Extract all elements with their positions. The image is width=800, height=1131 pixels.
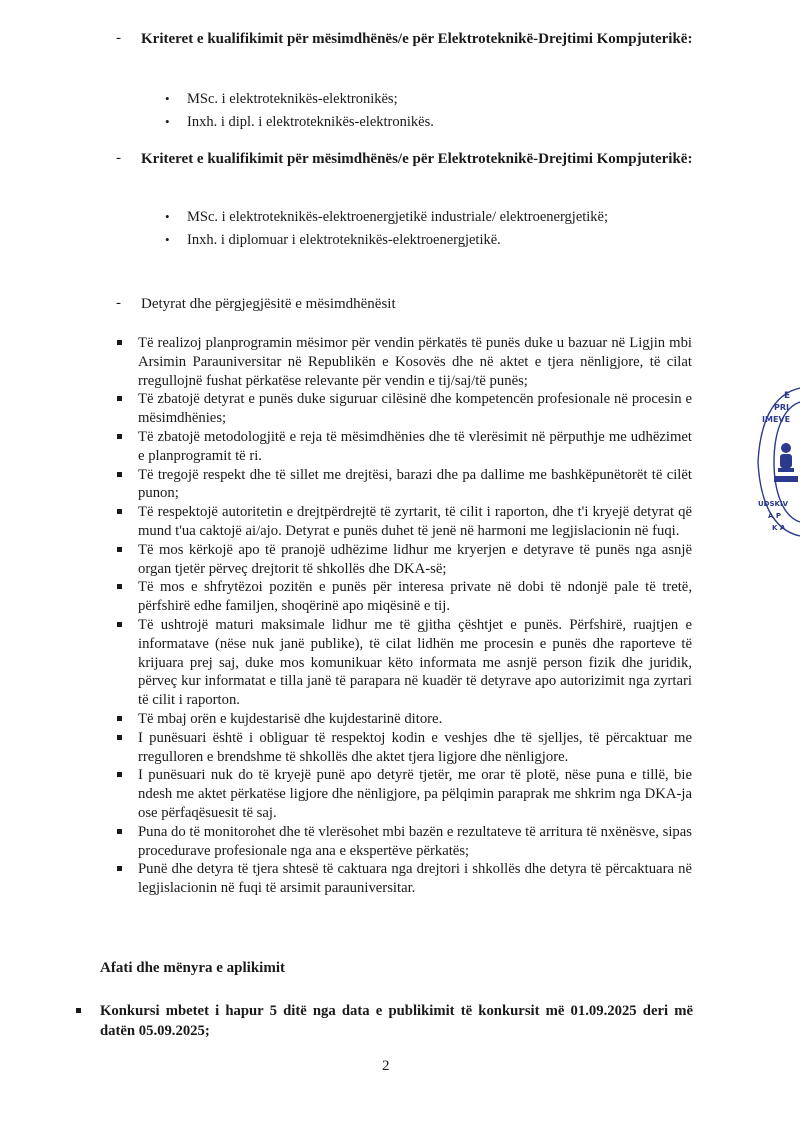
list-item: Të zbatojë detyrat e punës duke siguruar cilësinë dhe kompetencën profesionale në procesin e mësimdhënies;	[116, 390, 692, 428]
duties-title: Detyrat dhe përgjegjësitë e mësimdhënësit	[141, 296, 396, 312]
duties-section-header	[116, 295, 696, 313]
square-bullet-icon	[117, 772, 122, 777]
bullet-icon: •	[165, 91, 170, 106]
square-bullet-icon	[117, 396, 122, 401]
criteria-section-2	[116, 150, 696, 168]
list-item: Të respektojë autoritetin e drejtpërdrejtë të zyrtarit, të cilit i raporton, dhe t'i kryejë detyrat që mund t'ua caktojë ai/ajo. Detyrat e punës duhet të jenë në harmoni me legjislacionin në fuqi.	[116, 503, 692, 541]
application-deadline-text: Konkursi mbetet i hapur 5 ditë nga data e publikimit të konkursit më 01.09.2025 deri më datën 05.09.2025;	[100, 1003, 693, 1039]
svg-text:K A: K A	[772, 524, 786, 532]
square-bullet-icon	[117, 547, 122, 552]
list-item: • Inxh. i dipl. i elektroteknikës-elektronikës.	[165, 114, 434, 130]
square-bullet-icon	[117, 622, 122, 627]
list-item: • Inxh. i diplomuar i elektroteknikës-elektroenergjetikë.	[165, 232, 501, 248]
square-bullet-icon	[117, 829, 122, 834]
section-dash: -	[116, 30, 121, 46]
square-bullet-icon	[117, 509, 122, 514]
stamp-seal-icon	[752, 384, 800, 540]
square-bullet-icon	[117, 716, 122, 721]
list-item: • MSc. i elektroteknikës-elektronikës;	[165, 91, 398, 107]
criteria-title-2: Kriteret e kualifikimit për mësimdhënës/e për Elektroteknikë-Drejtimi Kompjuterikë:	[141, 151, 693, 167]
criteria-list-1	[163, 90, 683, 136]
square-bullet-icon	[117, 434, 122, 439]
list-item: • MSc. i elektroteknikës-elektroenergjetikë industriale/ elektroenergjetikë;	[165, 209, 609, 225]
list-item: Të mos e shfrytëzoi pozitën e punës për interesa private në dobi të ndonjë pale të tretë, përfshirë edhe familjen, shoqërinë apo miqësinë e tij.	[116, 578, 692, 616]
list-item: I punësuari është i obliguar të respektoj kodin e veshjes dhe të sjelljes, të përcaktuar me rregulloren e brendshme të shkollës dhe aktet tjera ligjore dhe nënligjore.	[116, 729, 692, 767]
duties-list	[116, 334, 692, 898]
list-item: Punë dhe detyra të tjera shtesë të caktuara nga drejtori i shkollës dhe detyra të përcaktuara në legjislacionin në fuqi të arsimit parauniversitar.	[116, 860, 692, 898]
list-item: Të realizoj planprogramin mësimor për vendin përkatës të punës duke u bazuar në Ligjin mbi Arsimin Parauniversitar në Republikën e Kosovës dhe në aktet e tjera nënligjore, të cilat rregullojnë fushat përkatëse relevante për vendin e tij/saj/të punës;	[116, 334, 692, 390]
list-item: Të mbaj orën e kujdestarisë dhe kujdestarinë ditore.	[116, 710, 692, 729]
list-item: I punësuari nuk do të kryejë punë apo detyrë tjetër, me orar të plotë, nëse puna e tillë, bie ndesh me aktet përkatëse ligjore dhe nënligjore, pa pëlqimin paraprak me shkrim nga DKA-ja ose përfaqësuesit të saj.	[116, 766, 692, 822]
list-item: Puna do të monitorohet dhe të vlerësohet mbi bazën e rezultateve të arritura të nxënësve, sipas procedurave profesionale nga ana e ekspertëve përkatës;	[116, 823, 692, 861]
svg-text:E: E	[784, 391, 791, 401]
svg-text:UDSKIV: UDSKIV	[758, 500, 788, 508]
svg-text:IMEVE: IMEVE	[762, 415, 791, 424]
list-item: Të mos kërkojë apo të pranojë udhëzime lidhur me kryerjen e detyrave të punës nga asnjë organ tjetër përveç drejtorit të shkollës dhe DKA-së;	[116, 541, 692, 579]
square-bullet-icon	[117, 340, 122, 345]
page-number: 2	[382, 1058, 390, 1074]
square-bullet-icon	[117, 735, 122, 740]
square-bullet-icon	[117, 584, 122, 589]
list-item: Të tregojë respekt dhe të sillet me drejtësi, barazi dhe pa dallime me bashkëpunëtorët të cilët punon;	[116, 466, 692, 504]
section-dash: -	[116, 150, 121, 166]
criteria-title-1: Kriteret e kualifikimit për mësimdhënës/e për Elektroteknikë-Drejtimi Kompjuterikë:	[141, 31, 693, 47]
criteria-list-2	[163, 208, 683, 254]
bullet-icon: •	[165, 209, 170, 224]
application-deadline-item	[73, 1001, 693, 1041]
square-bullet-icon	[76, 1008, 81, 1013]
svg-text:PRI: PRI	[774, 403, 789, 412]
application-deadline-title: Afati dhe mënyra e aplikimit	[100, 960, 285, 976]
bullet-icon: •	[165, 232, 170, 247]
square-bullet-icon	[117, 472, 122, 477]
section-dash: -	[116, 295, 121, 311]
square-bullet-icon	[117, 866, 122, 871]
bullet-icon: •	[165, 114, 170, 129]
list-item: Të ushtrojë maturi maksimale lidhur me të gjitha çështjet e punës. Përfshirë, ruajtjen e informatave (nëse nuk janë publike), të cilat lidhën me procesin e punës dhe raporteve të krijuara prej saj, duke mos komunikuar këto informata me asnjë person fizik dhe juridik, përveç kur informatat e tilla janë të parapara në kuadër të detyrave apo autorizimit nga zyrtari të cilit i raporton.	[116, 616, 692, 710]
list-item: Të zbatojë metodologjitë e reja të mësimdhënies dhe të vlerësimit në përputhje me udhëzimet e planprogramit të ri.	[116, 428, 692, 466]
criteria-section-1	[116, 30, 696, 48]
svg-text:A P: A P	[768, 512, 781, 520]
